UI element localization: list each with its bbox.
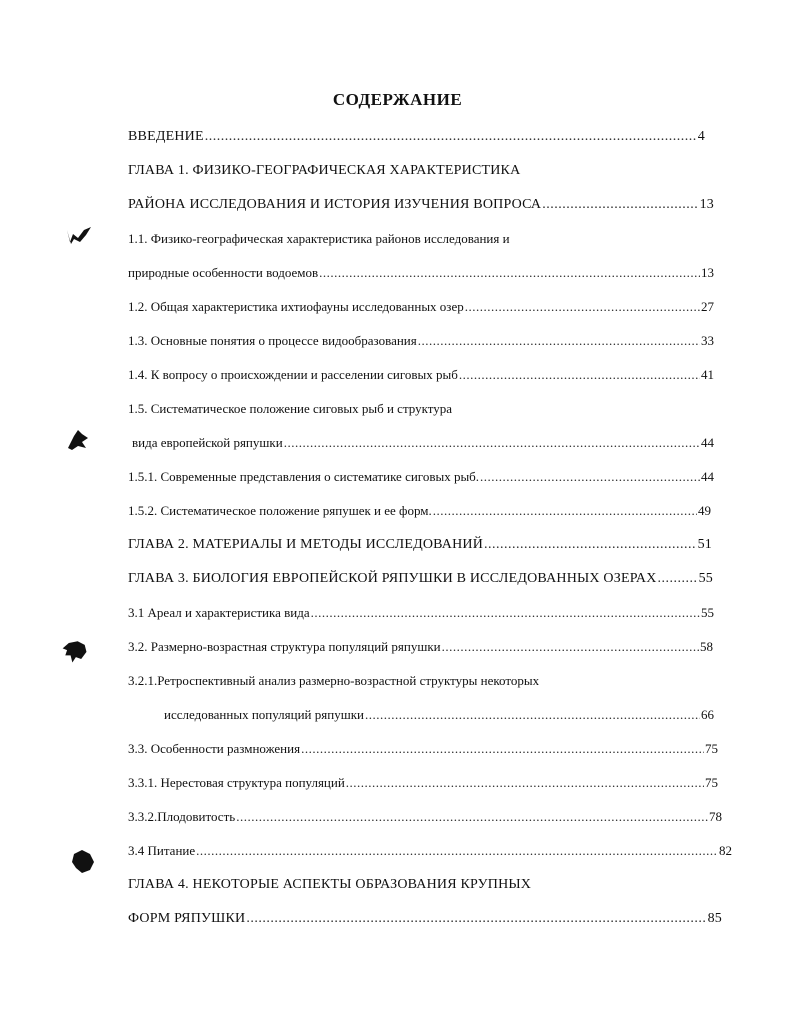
toc-leader-dots — [542, 195, 698, 215]
toc-entry — [128, 637, 713, 657]
toc-leader-dots — [319, 263, 700, 283]
toc-entry-page: 27 — [701, 299, 714, 314]
toc-entry-page: 55 — [701, 605, 714, 620]
toc-leader-dots — [465, 297, 700, 317]
toc-entry-text: ВВЕДЕНИЕ — [128, 129, 204, 144]
toc-entry-text: исследованных популяций ряпушки — [164, 707, 364, 722]
toc-leader-dots — [284, 433, 700, 453]
toc-entry-page: 75 — [705, 741, 718, 756]
toc-entry — [128, 909, 722, 929]
toc-entry — [128, 773, 718, 793]
ink-blot-mark — [64, 424, 94, 454]
toc-entry — [128, 603, 714, 623]
toc-leader-dots — [459, 365, 700, 385]
toc-entry-page: 49 — [698, 503, 711, 518]
toc-entry-page: 51 — [697, 537, 712, 552]
toc-leader-dots — [442, 637, 699, 657]
toc-entry-text: 3.4 Питание — [128, 843, 196, 858]
toc-entry-page: 75 — [705, 775, 718, 790]
toc-leader-dots — [346, 773, 704, 793]
toc-leader-dots — [658, 569, 698, 589]
toc-leader-dots — [246, 909, 706, 929]
page-title: СОДЕРЖАНИЕ — [332, 90, 463, 109]
toc-entry-text: ГЛАВА 4. НЕКОТОРЫЕ АСПЕКТЫ ОБРАЗОВАНИЯ КРУПНЫХ — [128, 877, 532, 892]
toc-entry-text: 1.1. Физико-географическая характеристика районов исследования и — [128, 231, 510, 246]
toc-entry-page: 82 — [719, 843, 732, 858]
toc-entry-text: вида европейской ряпушки — [132, 435, 283, 450]
toc-leader-dots — [480, 467, 700, 487]
ink-blot-mark — [68, 846, 98, 876]
toc-entry-page: 66 — [701, 707, 714, 722]
ink-blot-mark — [64, 220, 94, 250]
toc-entry — [164, 705, 714, 725]
toc-entry — [128, 161, 520, 181]
toc-entry-text: ГЛАВА 1. ФИЗИКО-ГЕОГРАФИЧЕСКАЯ ХАРАКТЕРИСТИКА — [128, 163, 521, 178]
toc-entry — [128, 297, 714, 317]
toc-entry-text: 3.1 Ареал и характеристика вида — [128, 605, 310, 620]
toc-entry — [128, 195, 714, 215]
toc-entry — [128, 365, 714, 385]
toc-entry-text: 1.5.2. Систематическое положение ряпушек и ее форм. — [128, 503, 432, 518]
toc-entry — [128, 263, 714, 283]
toc-entry-page: 55 — [698, 571, 713, 586]
toc-entry-text: природные особенности водоемов — [128, 265, 319, 280]
toc-entry — [128, 739, 718, 759]
toc-leader-dots — [311, 603, 700, 623]
toc-leader-dots — [196, 841, 718, 861]
toc-entry — [128, 671, 539, 691]
toc-entry-page: 13 — [701, 265, 714, 280]
toc-entry-text: 3.3. Особенности размножения — [128, 741, 301, 756]
toc-entry-text: 3.2. Размерно-возрастная структура популяций ряпушки — [128, 639, 441, 654]
toc-entry — [128, 569, 713, 589]
toc-entry-text: 3.2.1.Ретроспективный анализ размерно-возрастной структуры некоторых — [128, 673, 540, 688]
toc-leader-dots — [365, 705, 700, 725]
toc-entry-text: ГЛАВА 3. БИОЛОГИЯ ЕВРОПЕЙСКОЙ РЯПУШКИ В ИССЛЕДОВАННЫХ ОЗЕРАХ — [128, 571, 657, 586]
toc-entry-text: 3.3.1. Нерестовая структура популяций — [128, 775, 345, 790]
toc-leader-dots — [236, 807, 708, 827]
toc-entry — [128, 807, 722, 827]
toc-entry-text: 3.3.2.Плодовитость — [128, 809, 236, 824]
toc-entry-text: ГЛАВА 2. МАТЕРИАЛЫ И МЕТОДЫ ИССЛЕДОВАНИЙ — [128, 537, 484, 552]
toc-entry-text: ФОРМ РЯПУШКИ — [128, 911, 246, 926]
toc-entry — [132, 433, 714, 453]
toc-entry — [128, 229, 510, 249]
toc-entry-page: 13 — [699, 197, 714, 212]
toc-leader-dots — [301, 739, 704, 759]
toc-entry-text: 1.4. К вопросу о происхождении и расселении сиговых рыб — [128, 367, 458, 382]
toc-leader-dots — [418, 331, 700, 351]
toc-entry-page: 85 — [707, 911, 722, 926]
toc-entry-page: 78 — [709, 809, 722, 824]
toc-entry-page: 33 — [701, 333, 714, 348]
toc-entry-text: 1.5.1. Современные представления о систематике сиговых рыб. — [128, 469, 480, 484]
toc-entry — [128, 127, 705, 147]
toc-entry-page: 58 — [700, 639, 713, 654]
toc-entry — [128, 331, 714, 351]
toc-entry-text: 1.3. Основные понятия о процессе видообразования — [128, 333, 417, 348]
toc-entry — [128, 501, 711, 521]
toc-entry-text: 1.2. Общая характеристика ихтиофауны исследованных озер — [128, 299, 464, 314]
toc-leader-dots — [433, 501, 697, 521]
toc-entry-text: 1.5. Систематическое положение сиговых рыб и структура — [128, 401, 453, 416]
toc-entry — [128, 399, 452, 419]
toc-entry-page: 44 — [701, 469, 714, 484]
toc-leader-dots — [484, 535, 697, 555]
toc-entry-page: 4 — [697, 129, 705, 144]
toc-entry — [128, 535, 712, 555]
toc-entry — [128, 841, 732, 861]
toc-entry-text: РАЙОНА ИССЛЕДОВАНИЯ И ИСТОРИЯ ИЗУЧЕНИЯ ВОПРОСА — [128, 197, 542, 212]
toc-entry-page: 44 — [701, 435, 714, 450]
toc-entry — [128, 875, 531, 895]
toc-entry — [128, 467, 714, 487]
toc-entry-page: 41 — [701, 367, 714, 382]
ink-blot-mark — [60, 636, 90, 666]
toc-leader-dots — [205, 127, 697, 147]
